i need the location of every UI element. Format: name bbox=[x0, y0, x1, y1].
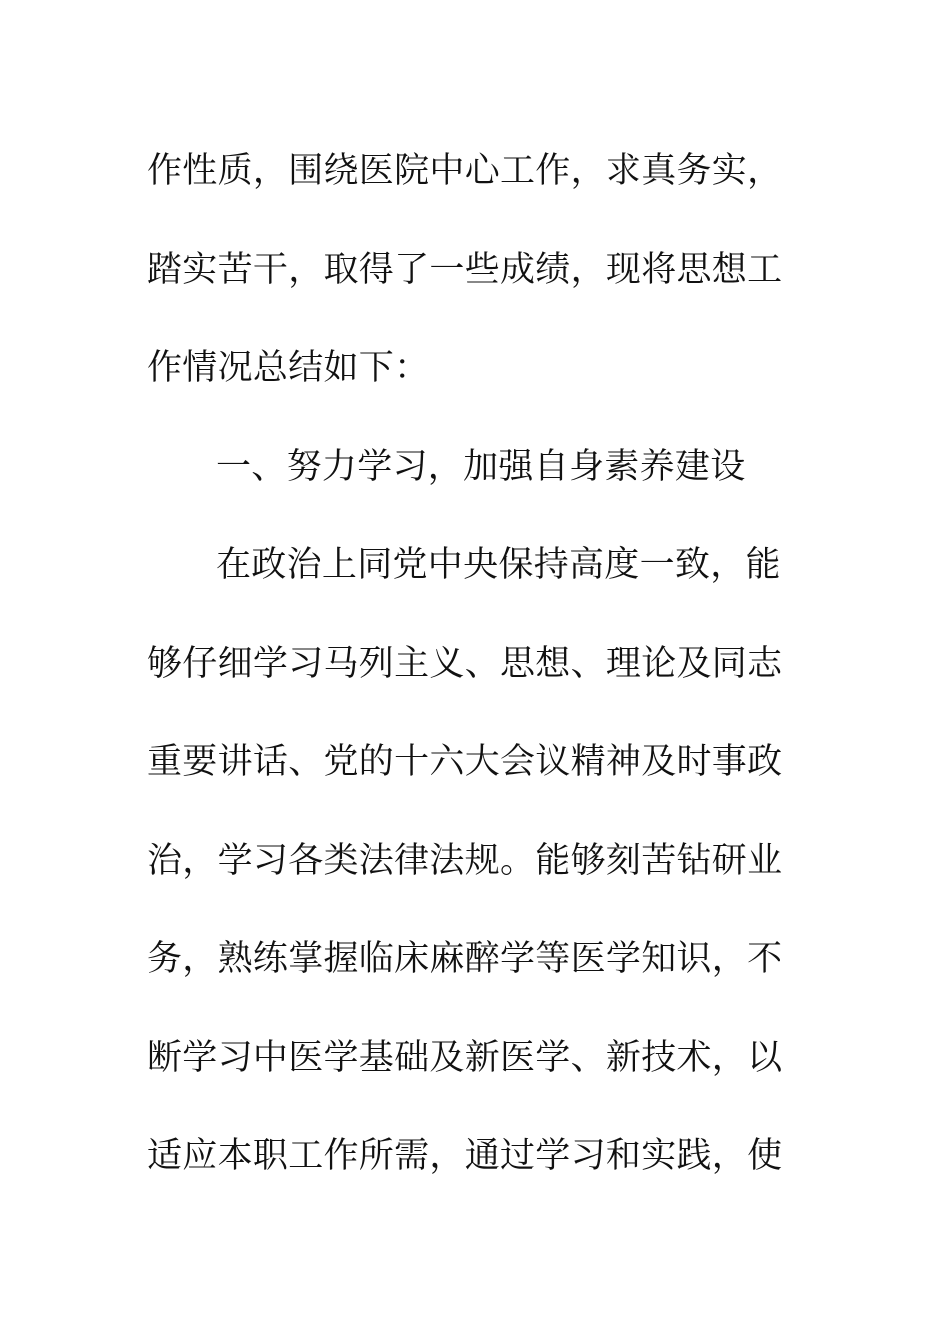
paragraph-line-3: 作情况总结如下： bbox=[147, 348, 430, 388]
paragraph-line-7: 重要讲话、党的十六大会议精神及时事政 bbox=[147, 742, 783, 782]
paragraph-line-10: 断学习中医学基础及新医学、新技术，以 bbox=[147, 1037, 783, 1078]
paragraph-line-6: 够仔细学习马列主义、思想、理论及同志 bbox=[147, 643, 783, 684]
paragraph-line-5: 在政治上同党中央保持高度一致，能 bbox=[216, 545, 781, 585]
paragraph-line-2: 踏实苦干，取得了一些成绩，现将思想工 bbox=[147, 249, 783, 290]
section-heading: 一、努力学习，加强自身素养建设 bbox=[216, 446, 746, 487]
paragraph-line-1: 作性质，围绕医院中心工作，求真务实， bbox=[147, 151, 783, 191]
paragraph-line-11: 适应本职工作所需，通过学习和实践，使 bbox=[147, 1136, 783, 1176]
paragraph-line-9: 务，熟练掌握临床麻醉学等医学知识，不 bbox=[147, 939, 783, 979]
document-body bbox=[147, 122, 787, 1206]
paragraph-line-8: 治，学习各类法律法规。能够刻苦钻研业 bbox=[147, 840, 783, 881]
